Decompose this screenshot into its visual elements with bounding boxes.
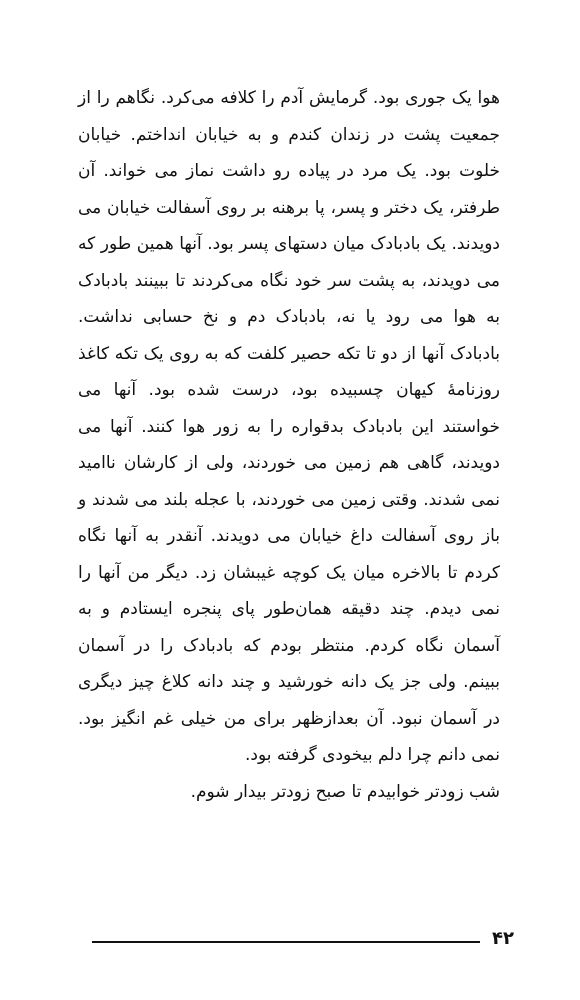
body-text <box>78 80 500 810</box>
paragraph-1: هوا یک جوری بود. گرمایش آدم را کلافه می‌کرد. نگاهم را از جمعیت پشت در زندان کندم و به خیابان انداختم. خیابان خلوت بود. یک مرد در پیاده رو داشت نماز می خواند. آن طرفتر، یک دختر و پسر، پا برهنه بر روی آسفالت خیابان می دویدند. یک بادبادک میان دستهای پسر بود. آنها همین طور که می دویدند، به پشت سر خود نگاه می‌کردند تا ببینند بادبادک به هوا می رود یا نه، بادبادک دم و نخ حسابی نداشت. بادبادک آنها از دو تا تکه حصیر کلفت که به روی یک تکه کاغذ روزنامهٔ کیهان چسبیده بود، درست شده بود. آنها می خواستند این بادبادک بدقواره را به زور هوا کنند. آنها می دویدند، گاهی هم زمین می خوردند، ولی از کارشان ناامید نمی شدند. وقتی زمین می خوردند، با عجله بلند می شدند و باز روی آسفالت داغ خیابان می دویدند. آنقدر به آنها نگاه کردم تا بالاخره میان یک کوچه غیبشان زد. دیگر من آنها را نمی دیدم. چند دقیقه همان‌طور پای پنجره ایستادم و به آسمان نگاه کردم. منتظر بودم که بادبادک را در آسمان ببینم. ولی جز یک دانه خورشید و چند دانه کلاغ چیز دیگری در آسمان نبود. آن بعدازظهر برای من خیلی غم انگیز بود. نمی دانم چرا دلم بیخودی گرفته بود. <box>78 88 500 765</box>
page-number: ۴۲ <box>492 928 514 949</box>
paragraph-2: شب زودتر خوابیدم تا صبح زودتر بیدار شوم. <box>190 781 500 802</box>
footer-rule <box>92 941 480 943</box>
page-footer <box>92 925 514 955</box>
